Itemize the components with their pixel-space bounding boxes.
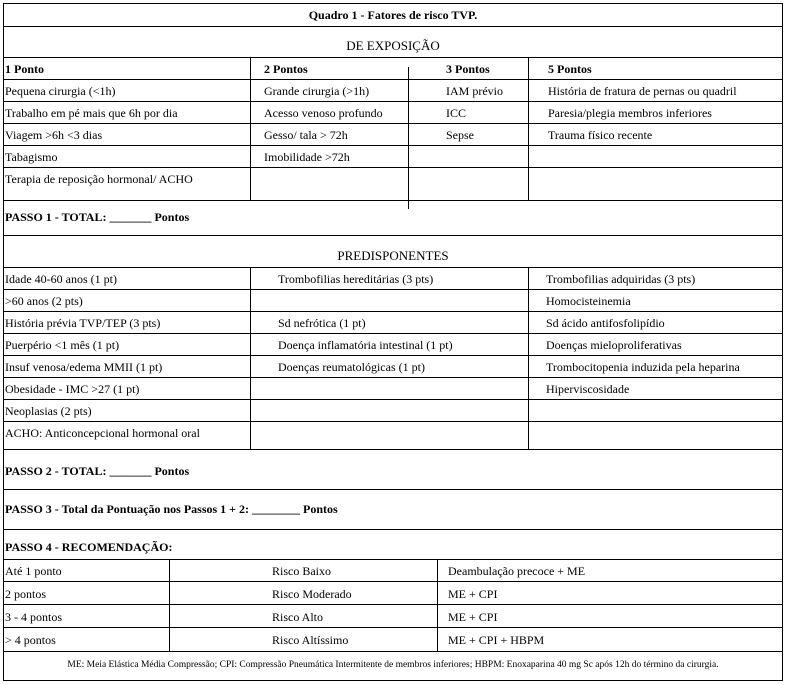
border-bottom (3, 680, 783, 681)
passo4-recomendacao: ME + CPI + HBPM (448, 633, 545, 647)
exposicao-item: Pequena cirurgia (<1h) (5, 84, 116, 98)
predisponente-item: Doença inflamatória intestinal (1 pt) (278, 338, 453, 352)
exposicao-item: Gesso/ tala > 72h (264, 128, 348, 142)
predisponente-item: História prévia TVP/TEP (3 pts) (5, 316, 161, 330)
border-top (3, 3, 783, 4)
passo4-risco: Risco Baixo (272, 564, 331, 578)
exposicao-item: Paresia/plegia membros inferiores (548, 106, 712, 120)
passo4-risco: Risco Altíssimo (272, 633, 349, 647)
col-header-5-pontos: 5 Pontos (548, 62, 592, 76)
predisponente-item: Trombofilias hereditárias (3 pts) (278, 272, 434, 286)
predisponente-item: Sd nefrótica (1 pt) (278, 316, 366, 330)
predisponente-item: Doenças mieloproliferativas (546, 338, 682, 352)
exposicao-item: Imobilidade >72h (264, 150, 350, 164)
border-left (3, 3, 4, 681)
passo3-total: PASSO 3 - Total da Pontuação nos Passos 1 + 2: ________ Pontos (5, 502, 338, 516)
passo4-recomendacao: ME + CPI (448, 587, 498, 601)
passo4-pontos: 2 pontos (5, 587, 47, 601)
passo4-recomendacao: ME + CPI (448, 610, 498, 624)
predisponente-item: Trombofilias adquiridas (3 pts) (546, 272, 696, 286)
passo4-pontos: Até 1 ponto (5, 564, 62, 578)
exposicao-item: Trabalho em pé mais que 6h por dia (5, 106, 178, 120)
predisponente-item: ACHO: Anticoncepcional hormonal oral (5, 426, 200, 440)
exposicao-item: Trauma físico recente (548, 128, 653, 142)
exposicao-item: IAM prévio (446, 84, 503, 98)
exposicao-item: Acesso venoso profundo (264, 106, 383, 120)
predisponente-item: Puerpério <1 mês (1 pt) (5, 338, 120, 352)
passo4-risco: Risco Moderado (272, 587, 352, 601)
col-header-3-pontos: 3 Pontos (446, 62, 490, 76)
col-header-1-ponto: 1 Ponto (5, 62, 44, 76)
predisponente-item: Hiperviscosidade (546, 382, 630, 396)
exposicao-item: História de fratura de pernas ou quadril (548, 84, 737, 98)
predisponente-item: Idade 40-60 anos (1 pt) (5, 272, 117, 286)
exposicao-item: Grande cirurgia (>1h) (264, 84, 370, 98)
predisponente-item: Trombocitopenia induzida pela heparina (546, 360, 740, 374)
predisponente-item: Insuf venosa/edema MMII (1 pt) (5, 360, 163, 374)
footnote: ME: Meia Elástica Média Compressão; CPI: Compressão Pneumática Intermitente de membros inferiores; HBPM: Enoxaparina 40 mg Sc após 12h do término da cirurgia. (67, 660, 719, 670)
predisponentes-heading: PREDISPONENTES (337, 248, 449, 263)
predisponente-item: Sd ácido antifosfolipídio (546, 316, 665, 330)
exposicao-item: ICC (446, 106, 467, 120)
passo2-total: PASSO 2 - TOTAL: _______ Pontos (5, 464, 190, 478)
col-header-2-pontos: 2 Pontos (264, 62, 308, 76)
passo4-pontos: 3 - 4 pontos (5, 610, 62, 624)
passo4-risco: Risco Alto (272, 610, 324, 624)
exposicao-heading: DE EXPOSIÇÃO (346, 38, 440, 53)
table-title: Quadro 1 - Fatores de risco TVP. (308, 8, 478, 22)
border-right (782, 3, 783, 681)
exposicao-item: Tabagismo (5, 150, 58, 164)
exposicao-item: Terapia de reposição hormonal/ ACHO (5, 172, 193, 186)
predisponente-item: Homocisteinemia (546, 294, 631, 308)
predisponente-item: Doenças reumatológicas (1 pt) (278, 360, 425, 374)
passo4-pontos: > 4 pontos (5, 633, 56, 647)
predisponente-item: Neoplasias (2 pts) (5, 404, 92, 418)
predisponente-item: Obesidade - IMC >27 (1 pt) (5, 382, 140, 396)
passo4-recomendacao: Deambulação precoce + ME (448, 564, 586, 578)
exposicao-item: Sepse (446, 128, 474, 142)
predisponente-item: >60 anos (2 pts) (5, 294, 83, 308)
exposicao-item: Viagem >6h <3 dias (5, 128, 103, 142)
passo1-total: PASSO 1 - TOTAL: _______ Pontos (5, 210, 190, 224)
passo4-heading: PASSO 4 - RECOMENDAÇÃO: (5, 540, 173, 554)
